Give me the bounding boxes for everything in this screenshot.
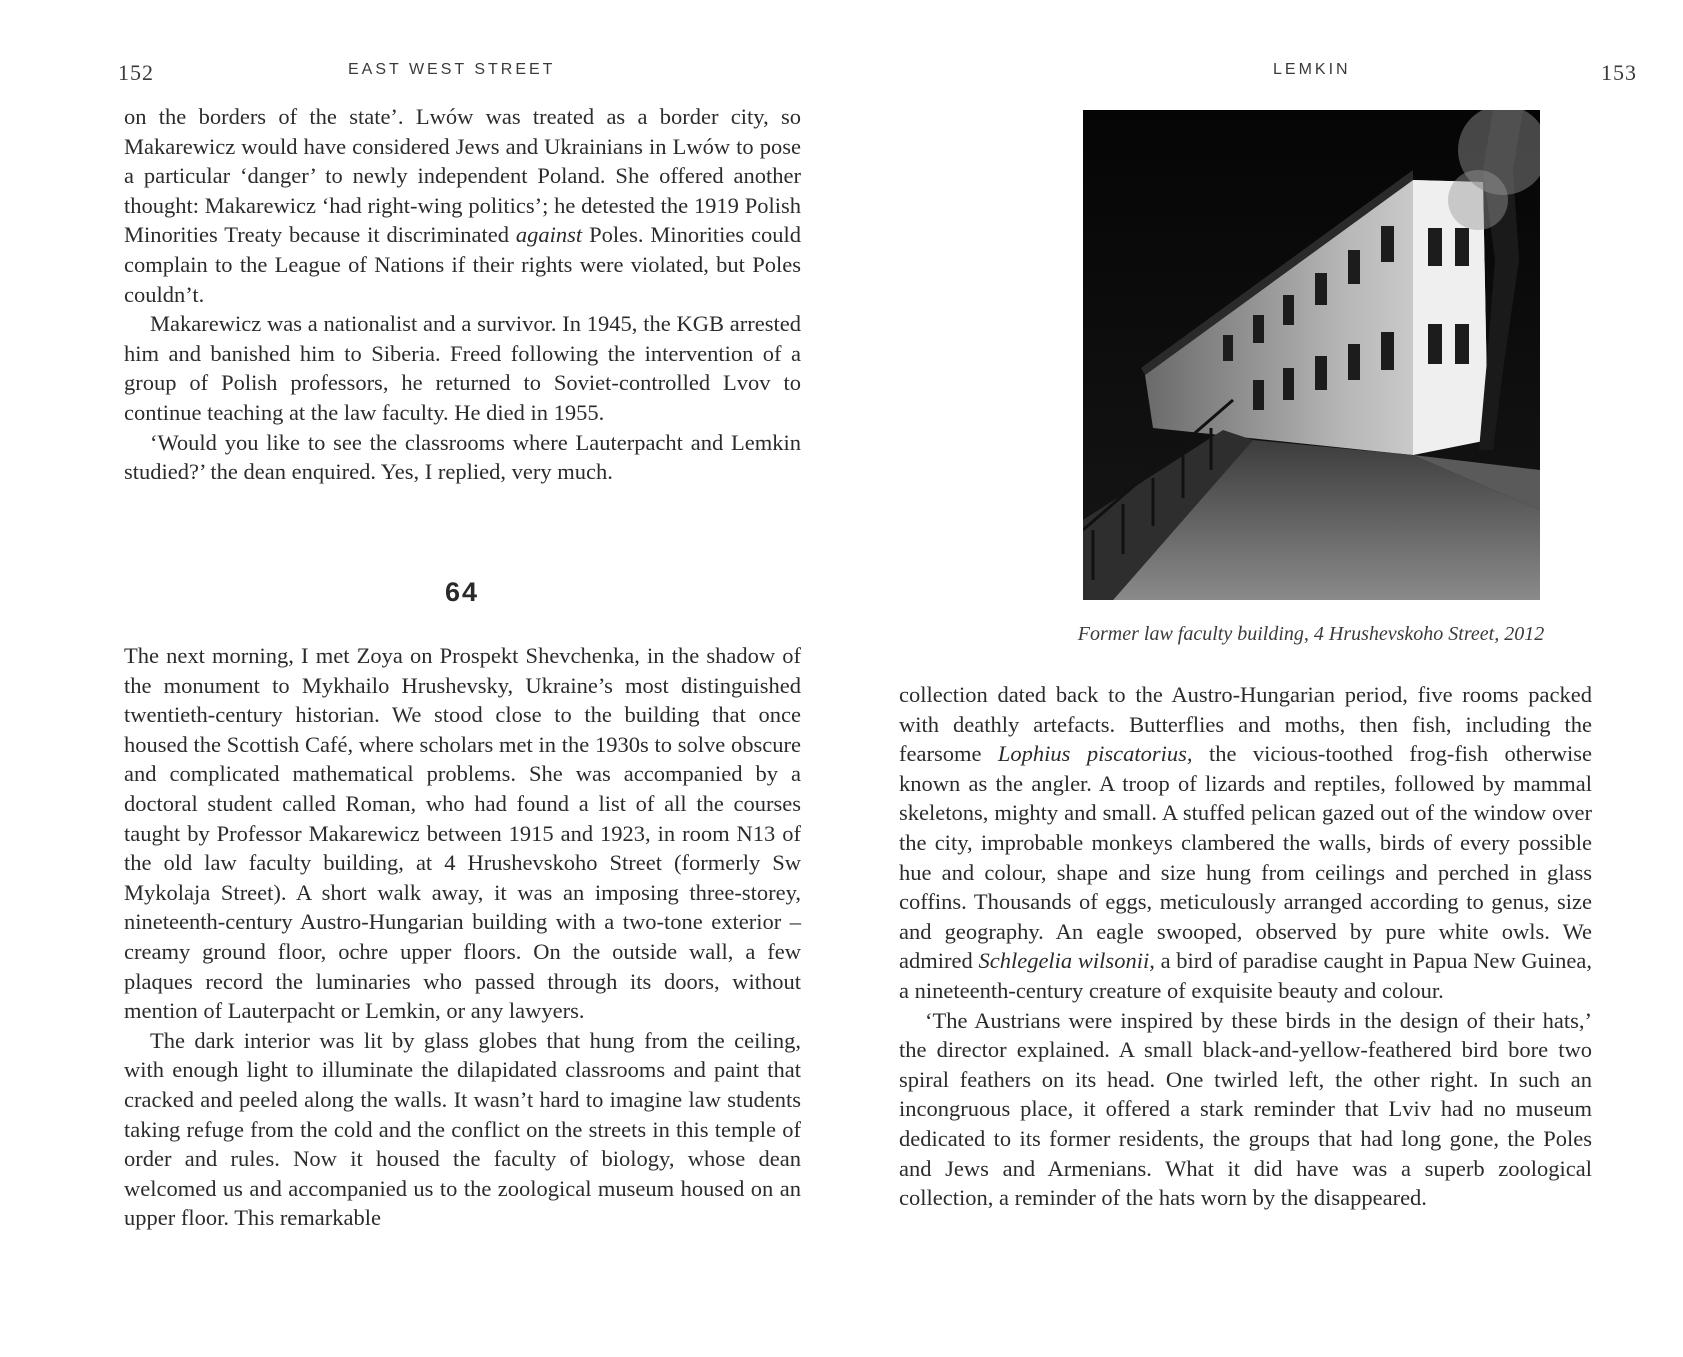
text-run: ‘Would you like to see the classrooms where Lauterpacht and Lemkin studied?’ the dean enquired. Yes, I replied, very much. <box>124 429 801 485</box>
text-run: ‘The Austrians were inspired by these birds in the design of their hats,’ the director explained. A small black-and-yellow-feathered bird bore two spiral feathers on its head. One twirled left, the other right. In such an incongruous place, it offered a stark reminder that Lviv had no museum dedicated to its former residents, the groups that had long gone, the Poles and Jews and Armenians. What it did have was a superb zoological collection, a reminder of the hats worn by the disappeared. <box>899 1007 1592 1211</box>
page-number-left: 152 <box>118 60 154 85</box>
paragraph <box>899 680 1592 1006</box>
right-page <box>840 0 1683 1357</box>
intro-text-block <box>124 102 801 487</box>
paragraph <box>124 102 801 309</box>
text-run: Poles. Minorities could complain to the League of Nations if their rights were violated, but Poles couldn’t. <box>124 222 801 307</box>
right-text-block <box>899 680 1592 1213</box>
text-run: a bird of paradise caught in Papua New Guinea, a nineteenth-century creature of exquisite beauty and colour. <box>899 948 1593 1003</box>
law-faculty-building-photo <box>1083 110 1540 600</box>
text-run: Makarewicz was a nationalist and a survivor. In 1945, the KGB arrested him and banished him to Siberia. Freed following the intervention of a group of Polish professors, he returned to Soviet-controlled Lvov to continue teaching at the law faculty. He died in 1955. <box>124 311 801 425</box>
paragraph <box>124 1026 801 1233</box>
running-head-book-title: EAST WEST STREET <box>348 61 556 78</box>
page-number-right: 153 <box>1601 60 1637 85</box>
italic-text: against <box>515 222 583 248</box>
paragraph <box>124 309 801 427</box>
left-page <box>0 0 840 1357</box>
paragraph <box>124 641 801 1026</box>
paragraph <box>899 1006 1592 1213</box>
chapter-text-block <box>124 641 801 1233</box>
chapter-number: 64 <box>444 577 480 607</box>
running-head-chapter-title: LEMKIN <box>1273 61 1351 78</box>
text-run: the vicious-toothed frog-fish otherwise known as the angler. A troop of lizards and reptiles, followed by mammal skeletons, mighty and small. A stuffed pelican gazed out of the window over the city, improbable monkeys clambered the walls, birds of every possible hue and colour, shape and size hung from ceilings and perched in glass coffins. Thousands of eggs, meticulously arranged according to genus, size and geography. An eagle swooped, observed by pure white owls. We admired <box>899 741 1592 974</box>
italic-text: Lophius piscatorius, <box>997 741 1193 767</box>
text-run: The dark interior was lit by glass globes that hung from the ceiling, with enough light to illuminate the dilapidated classrooms and paint that cracked and peeled along the walls. It wasn’t hard to imagine law students taking refuge from the cold and the conflict on the streets in this temple of order and rules. Now it housed the faculty of biology, whose dean welcomed us and accompanied us to the zoological museum housed on an upper floor. This remarkable <box>124 1027 801 1231</box>
text-run: on the borders of the state’. Lwów was treated as a border city, so Makarewicz would have considered Jews and Ukrainians in Lwów to pose a particular ‘danger’ to newly independent Poland. She offered another thought: Makarewicz ‘had right-wing politics’; he detested the 1919 Polish Minorities Treaty because it discriminated <box>124 104 801 248</box>
italic-text: Schlegelia wilsonii, <box>978 948 1155 974</box>
photo-caption: Former law faculty building, 4 Hrushevskoho Street, 2012 <box>1077 623 1545 645</box>
text-run: The next morning, I met Zoya on Prospekt Shevchenka, in the shadow of the monument to Mykhailo Hrushevsky, Ukraine’s most distinguished twentieth-century historian. We stood close to the building that once housed the Scottish Café, where scholars met in the 1930s to solve obscure and complicated mathematical problems. She was accompanied by a doctoral student called Roman, who had found a list of all the courses taught by Professor Makarewicz between 1915 and 1923, in room N13 of the old law faculty building, at 4 Hrushevskoho Street (formerly Sw Mykolaja Street). A short walk away, it was an imposing three-storey, nineteenth-century Austro-Hungarian building with a two-tone exterior – creamy ground floor, ochre upper floors. On the outside wall, a few plaques record the luminaries who passed through its doors, without mention of Lauterpacht or Lemkin, or any lawyers. <box>124 643 801 1024</box>
text-run: collection dated back to the Austro-Hungarian period, five rooms packed with deathly artefacts. Butterflies and moths, then fish, including the fearsome <box>899 682 1592 767</box>
paragraph <box>124 428 801 487</box>
